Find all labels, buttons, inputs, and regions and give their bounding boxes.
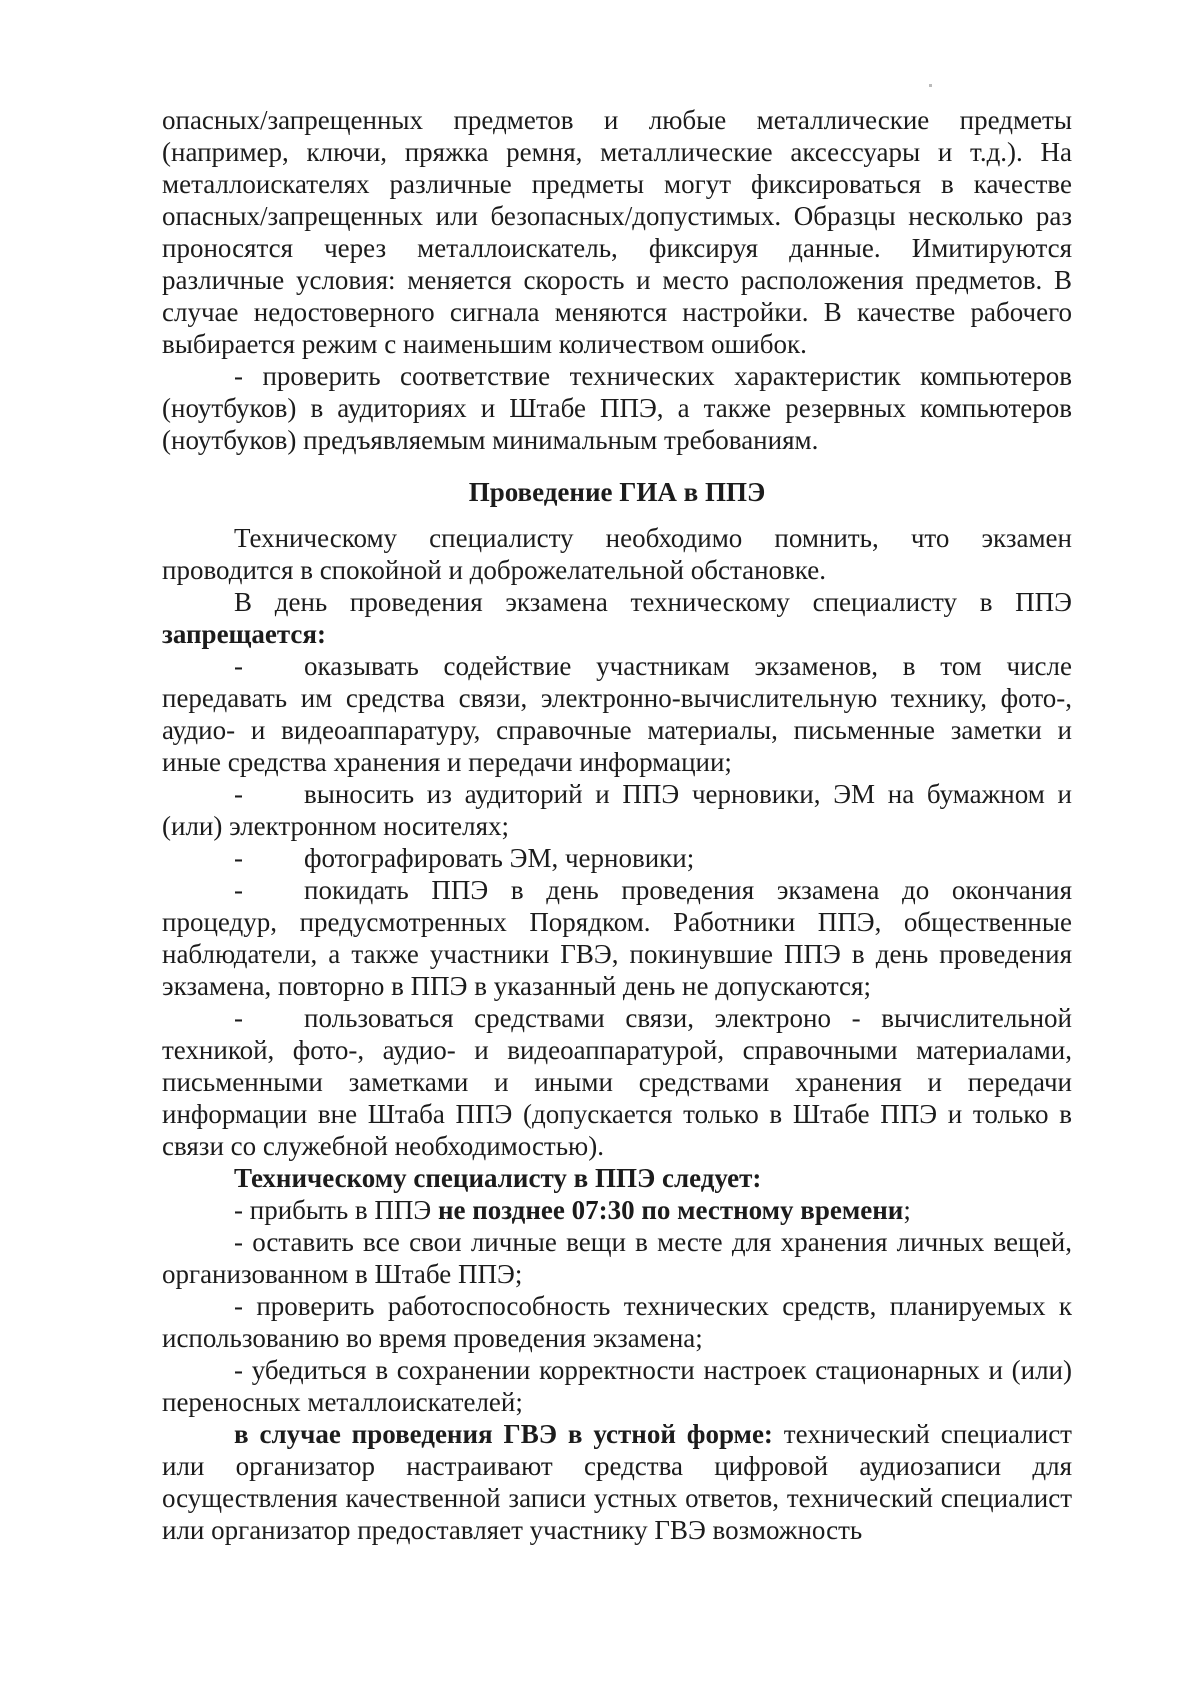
duty-belongings: - оставить все свои личные вещи в месте для хранения личных вещей, организованном в Штабе ППЭ; [162, 1227, 1072, 1289]
list-item-text: пользоваться средствами связи, электроно - вычислительной техникой, фото-, аудио- и видеоаппаратурой, справочными материалами, письменными заметками и иными средствами хранения и передачи информации вне Штаба ППЭ (допускается только в Штабе ППЭ и только в связи со служебной необходимостью). [162, 1003, 1072, 1161]
list-item [162, 778, 1072, 842]
list-item-text: покидать ППЭ в день проведения экзамена до окончания процедур, предусмотренных Порядком. Работники ППЭ, общественные наблюдатели, а также участники ГВЭ, покинувшие ППЭ в день проведения экзамена, повторно в ППЭ в указанный день не допускаются; [162, 875, 1072, 1001]
list-item-text: выносить из аудиторий и ППЭ черновики, ЭМ на бумажном и (или) электронном носителях; [162, 779, 1072, 841]
list-item [162, 842, 1072, 874]
duty-arrive-pre: - прибыть в ППЭ [234, 1195, 438, 1225]
duty-oral-exam [162, 1418, 1072, 1546]
duty-arrive-time: не позднее 07:30 по местному времени [437, 1195, 904, 1225]
subheading-text: Техническому специалисту в ППЭ следует: [234, 1163, 762, 1193]
paragraph-check-computers: - проверить соответствие технических характеристик компьютеров (ноутбуков) в аудиториях и Штабе ППЭ, а также резервных компьютеров (ноутбуков) предъявляемым минимальным требованиям. [162, 361, 1072, 455]
paragraph-calm-atmosphere: Техническому специалисту необходимо помнить, что экзамен проводится в спокойной и доброжелательной обстановке. [162, 523, 1072, 585]
subheading [162, 1162, 1072, 1194]
list-dash: - [234, 1003, 243, 1033]
list-item-text: оказывать содействие участникам экзаменов, в том числе передавать им средства связи, электронно-вычислительную технику, фото-, аудио- и видеоаппаратуру, справочные материалы, письменные заметки и иные средства хранения и передачи информации; [162, 651, 1072, 777]
scan-speck [929, 84, 932, 87]
prohibited-intro-text: В день проведения экзамена техническому специалисту в ППЭ [234, 587, 1072, 617]
paragraph-metal-detectors: опасных/запрещенных предметов и любые металлические предметы (например, ключи, пряжка ремня, металлические аксессуары и т.д.). На металлоискателях различные предметы могут фиксироваться в качестве опасных/запрещенных или безопасных/допустимых. Образцы несколько раз проносятся через металлоискатель, фиксируя данные. Имитируются различные условия: меняется скорость и место расположения предметов. В случае недостоверного сигнала меняются настройки. В качестве рабочего выбирается режим с наименьшим количеством ошибок. [162, 105, 1072, 359]
paragraph-prohibited-intro [162, 586, 1072, 650]
duty-arrive-post: ; [903, 1195, 911, 1225]
list-item [162, 874, 1072, 1002]
list-item [162, 650, 1072, 778]
list-item [162, 1002, 1072, 1162]
section-heading: Проведение ГИА в ППЭ [468, 477, 766, 507]
list-dash: - [234, 875, 243, 905]
oral-exam-label: в случае проведения ГВЭ в устной форме: [234, 1419, 773, 1449]
duty-arrive [162, 1194, 1072, 1226]
oral-exam-text: технический специалист или организатор настраивают средства цифровой аудиозаписи для осуществления качественной записи устных ответов, технический специалист или организатор предоставляет участнику ГВЭ возможность [162, 1419, 1072, 1545]
list-dash: - [234, 651, 243, 681]
list-item-text: фотографировать ЭМ, черновики; [304, 843, 695, 873]
prohibited-label: запрещается: [162, 619, 327, 649]
duty-metal-detector-settings: - убедиться в сохранении корректности настроек стационарных и (или) переносных металлоискателей; [162, 1355, 1072, 1417]
duty-check-equipment: - проверить работоспособность технических средств, планируемых к использованию во время проведения экзамена; [162, 1291, 1072, 1353]
list-dash: - [234, 843, 243, 873]
list-dash: - [234, 779, 243, 809]
